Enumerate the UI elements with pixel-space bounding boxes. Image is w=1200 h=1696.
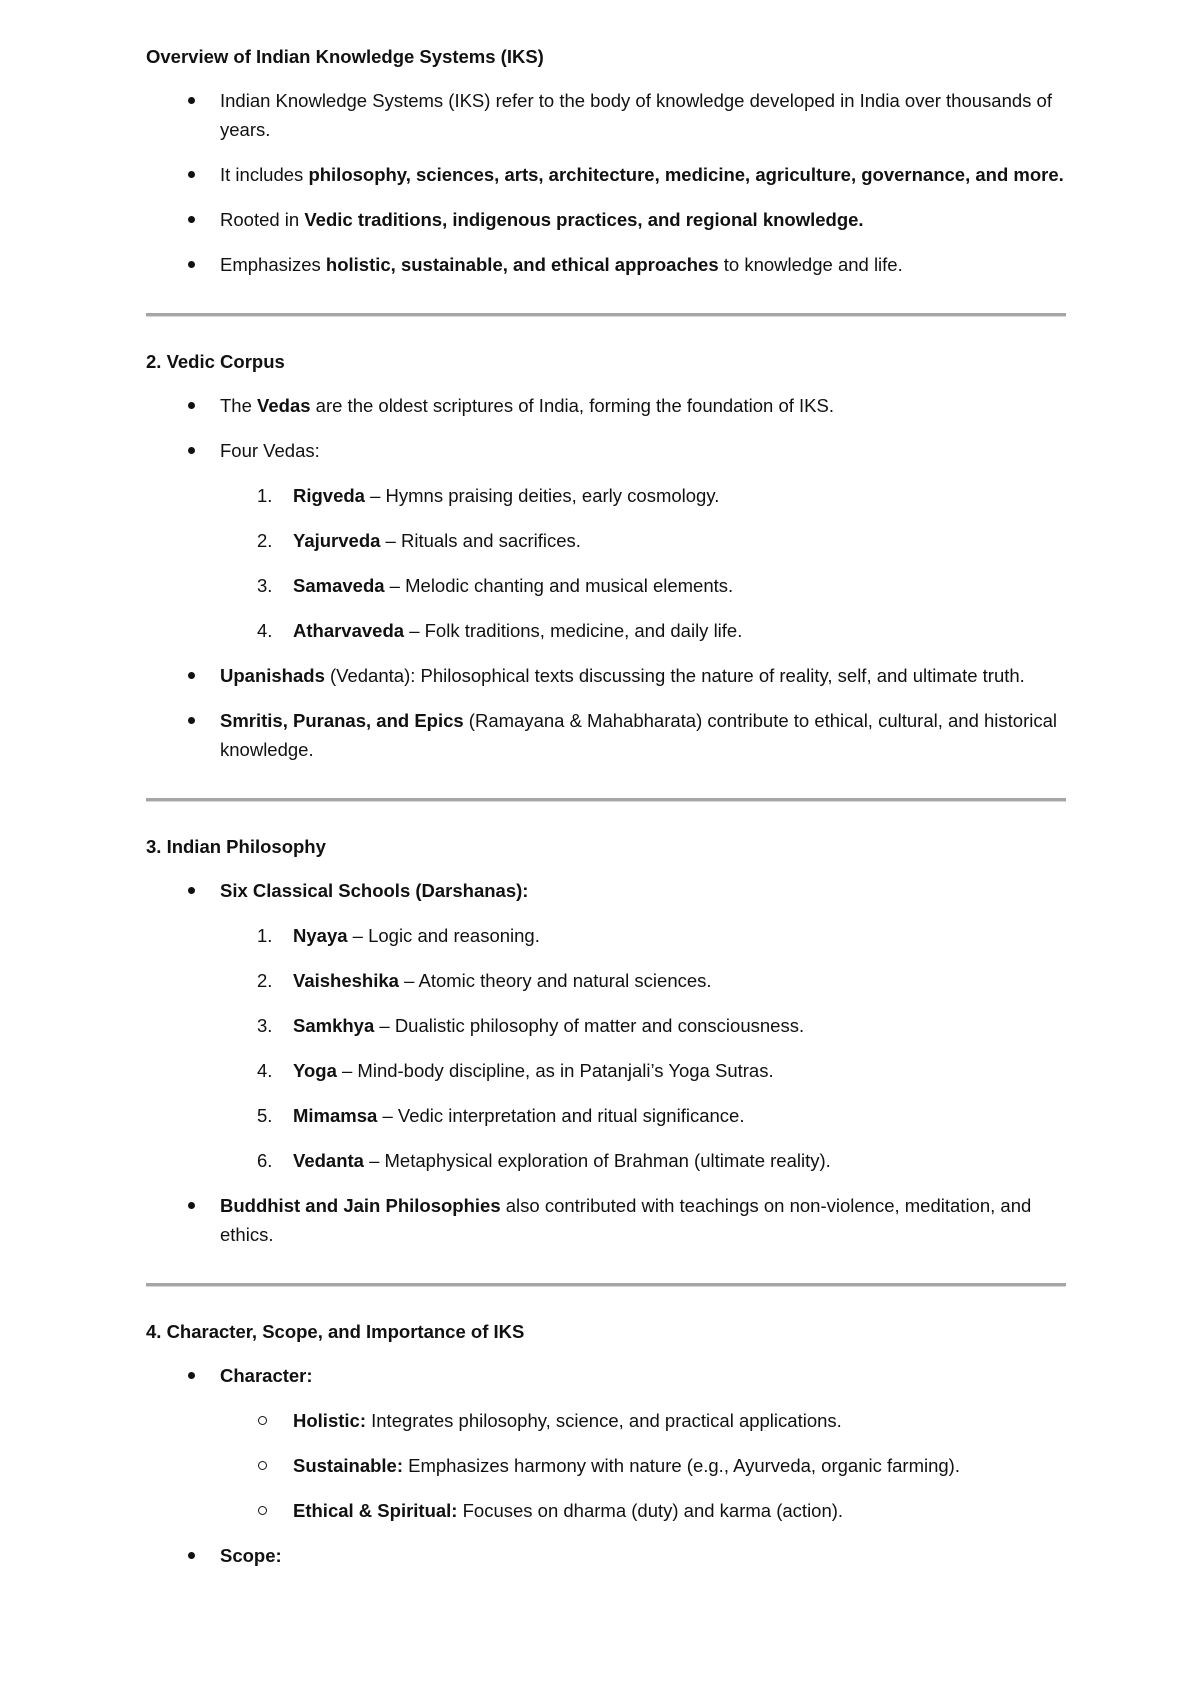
circle-bullet-icon: [258, 1416, 267, 1425]
vedic-list: [146, 391, 1066, 764]
list-item: It includes philosophy, sciences, arts, architecture, medicine, agriculture, governance, and more.: [146, 160, 1066, 189]
character-items-list: [220, 1406, 1066, 1525]
list-item: Upanishads (Vedanta): Philosophical texts discussing the nature of reality, self, and ultimate truth.: [146, 661, 1066, 690]
list-item: 6. Vedanta – Metaphysical exploration of Brahman (ultimate reality).: [257, 1150, 831, 1171]
list-item: The Vedas are the oldest scriptures of India, forming the foundation of IKS.: [146, 391, 1066, 420]
bullet-icon: [188, 1372, 195, 1379]
bullet-icon: [188, 717, 195, 724]
schools-list: [220, 921, 1066, 1175]
section-divider: [146, 798, 1066, 802]
bullet-icon: [188, 216, 195, 223]
character-list: [146, 1361, 1066, 1570]
section-title-overview: Overview of Indian Knowledge Systems (IKS): [146, 46, 544, 67]
list-item: Six Classical Schools (Darshanas): 1. Nyaya – Logic and reasoning. 2. Vaisheshika – Atomic theory and natural sciences. 3. Samkhya – Dualistic philosophy of matter and consciousness. 4. Yoga – Mind-body discipline, as in Patanjali’s Yoga Sutras. 5. Mimamsa – Vedic interpretation and ritual significance. 6. Vedanta – Metaphysical exploration of Brahman (ultimate reality).: [146, 876, 1066, 1175]
list-item: Emphasizes holistic, sustainable, and ethical approaches to knowledge and life.: [146, 250, 1066, 279]
list-item: Smritis, Puranas, and Epics (Ramayana & Mahabharata) contribute to ethical, cultural, and historical knowledge.: [146, 706, 1066, 764]
list-item: 5. Mimamsa – Vedic interpretation and ritual significance.: [257, 1105, 745, 1126]
bullet-icon: [188, 261, 195, 268]
list-item: Ethical & Spiritual: Focuses on dharma (duty) and karma (action).: [220, 1496, 1066, 1525]
bullet-icon: [188, 1552, 195, 1559]
bullet-icon: [188, 447, 195, 454]
list-item: Indian Knowledge Systems (IKS) refer to the body of knowledge developed in India over thousands of years.: [146, 86, 1066, 144]
section-divider: [146, 1283, 1066, 1287]
bullet-icon: [188, 402, 195, 409]
bullet-icon: [188, 1202, 195, 1209]
section-title-indian-philosophy: 3. Indian Philosophy: [146, 836, 326, 857]
list-item: Holistic: Integrates philosophy, science, and practical applications.: [220, 1406, 1066, 1435]
circle-bullet-icon: [258, 1461, 267, 1470]
bullet-icon: [188, 171, 195, 178]
list-item: 1. Rigveda – Hymns praising deities, early cosmology.: [257, 485, 720, 506]
overview-list: [146, 86, 1066, 279]
list-item: 4. Yoga – Mind-body discipline, as in Patanjali’s Yoga Sutras.: [257, 1060, 774, 1081]
section-divider: [146, 313, 1066, 317]
list-item: Sustainable: Emphasizes harmony with nature (e.g., Ayurveda, organic farming).: [220, 1451, 1066, 1480]
document-content: [146, 42, 1066, 1586]
list-item: 1. Nyaya – Logic and reasoning.: [257, 925, 540, 946]
list-item: 4. Atharvaveda – Folk traditions, medicine, and daily life.: [257, 620, 743, 641]
philosophy-list: [146, 876, 1066, 1249]
list-item: Rooted in Vedic traditions, indigenous practices, and regional knowledge.: [146, 205, 1066, 234]
list-item: Scope:: [146, 1541, 1066, 1570]
bullet-icon: [188, 887, 195, 894]
list-item: Character: Holistic: Integrates philosophy, science, and practical applications. Sustainable: Emphasizes harmony with nature (e.g., Ayurveda, organic farming). Ethical & Spiritual: Focuses on dharma (duty) and karma (action).: [146, 1361, 1066, 1525]
circle-bullet-icon: [258, 1506, 267, 1515]
section-title-character-scope: 4. Character, Scope, and Importance of IKS: [146, 1321, 525, 1342]
list-item: 2. Yajurveda – Rituals and sacrifices.: [257, 530, 581, 551]
list-item: Buddhist and Jain Philosophies also contributed with teachings on non-violence, meditation, and ethics.: [146, 1191, 1066, 1249]
bullet-icon: [188, 97, 195, 104]
list-item: 2. Vaisheshika – Atomic theory and natural sciences.: [257, 970, 712, 991]
list-item: 3. Samkhya – Dualistic philosophy of matter and consciousness.: [257, 1015, 805, 1036]
bullet-icon: [188, 672, 195, 679]
list-item: 3. Samaveda – Melodic chanting and musical elements.: [257, 575, 734, 596]
list-item: Four Vedas: 1. Rigveda – Hymns praising deities, early cosmology. 2. Yajurveda – Rituals and sacrifices. 3. Samaveda – Melodic chanting and musical elements. 4. Atharvaveda – Folk traditions, medicine, and daily life.: [146, 436, 1066, 645]
vedas-list: [220, 481, 1066, 645]
section-title-vedic-corpus: 2. Vedic Corpus: [146, 351, 285, 372]
